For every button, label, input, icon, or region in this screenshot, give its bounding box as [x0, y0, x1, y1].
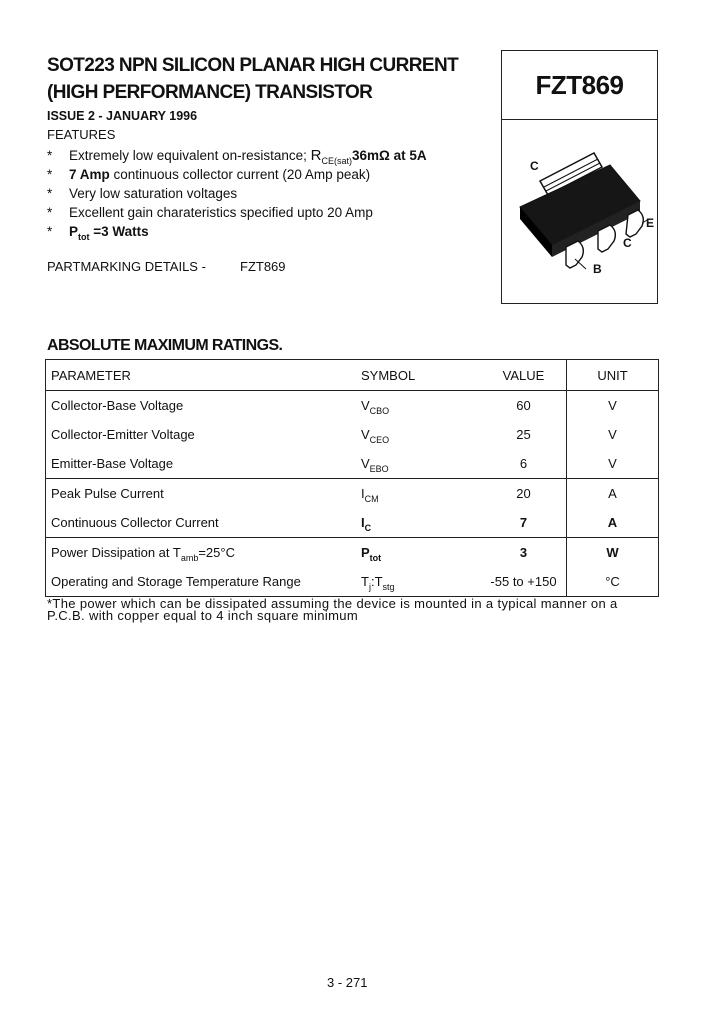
- issue-line: ISSUE 2 - JANUARY 1996: [47, 109, 198, 123]
- page-number: 3 - 271: [327, 975, 368, 990]
- header-value: VALUE: [481, 360, 567, 391]
- table-row: Collector-Base Voltage $V_{CBO}$ 60 V: [46, 391, 659, 421]
- feature-item: * $P_{tot} =3$ Watts: [47, 224, 149, 242]
- feature-item: * Excellent gain charateristics specified upto 20 Amp: [47, 205, 373, 220]
- pin-label-collector: C: [623, 236, 632, 250]
- partmarking-label: PARTMARKING DETAILS -: [47, 259, 206, 274]
- pin-label-emitter: E: [646, 216, 655, 230]
- table-row: Power Dissipation at $T_{amb}=25^\circ C$ $P_{tot}$ 3 W: [46, 538, 659, 568]
- header-unit: UNIT: [567, 360, 659, 391]
- bullet: *: [47, 205, 53, 220]
- features-heading: FEATURES: [47, 127, 116, 142]
- partmarking-details: [47, 259, 286, 274]
- table-row: Operating and Storage Temperature Range $T_j:T_{stg}$ -55 to +150 °C: [46, 567, 659, 597]
- package-figure-box: [501, 119, 658, 304]
- ratings-table: [45, 359, 659, 597]
- ratings-heading: ABSOLUTE MAXIMUM RATINGS.: [47, 337, 283, 354]
- table-row: Emitter-Base Voltage $V_{EBO}$ 6 V: [46, 449, 659, 479]
- sot223-package-drawing: [502, 119, 659, 304]
- table-row: Continuous Collector Current $I_C$ 7 A: [46, 508, 659, 538]
- features-list: [47, 146, 427, 241]
- feature-item: * Extremely low equivalent on-resistance; $R_{CE(sat)}36m\Omega$ at 5A: [47, 147, 427, 166]
- bullet: *: [47, 186, 53, 201]
- table-header-row: [46, 360, 659, 391]
- header-symbol: SYMBOL: [353, 360, 481, 391]
- partmarking-value: FZT869: [240, 259, 286, 274]
- bullet: *: [47, 167, 53, 182]
- table-row: Collector-Emitter Voltage $V_{CEO}$ 25 V: [46, 420, 659, 449]
- feature-item: * 7 Amp continuous collector current (20 Amp peak): [47, 167, 371, 182]
- pin-label-base: B: [593, 262, 602, 276]
- footnote: *The power which can be dissipated assuming the device is mounted in a typical manner on a P.C.B. with copper equal to 4 inch square minimum: [47, 596, 618, 623]
- header-parameter: PARAMETER: [46, 360, 354, 391]
- bullet: *: [47, 148, 53, 163]
- part-number-box: [501, 50, 658, 120]
- document-title: [47, 52, 458, 106]
- feature-item: * Very low saturation voltages: [47, 186, 238, 201]
- title-line-1: SOT223 NPN SILICON PLANAR HIGH CURRENT: [47, 55, 459, 76]
- pin-label-tab-collector: C: [530, 159, 539, 173]
- part-number: FZT869: [535, 69, 624, 100]
- table-row: Peak Pulse Current $I_{CM}$ 20 A: [46, 479, 659, 509]
- title-line-2: (HIGH PERFORMANCE) TRANSISTOR: [47, 82, 373, 103]
- bullet: *: [47, 224, 53, 239]
